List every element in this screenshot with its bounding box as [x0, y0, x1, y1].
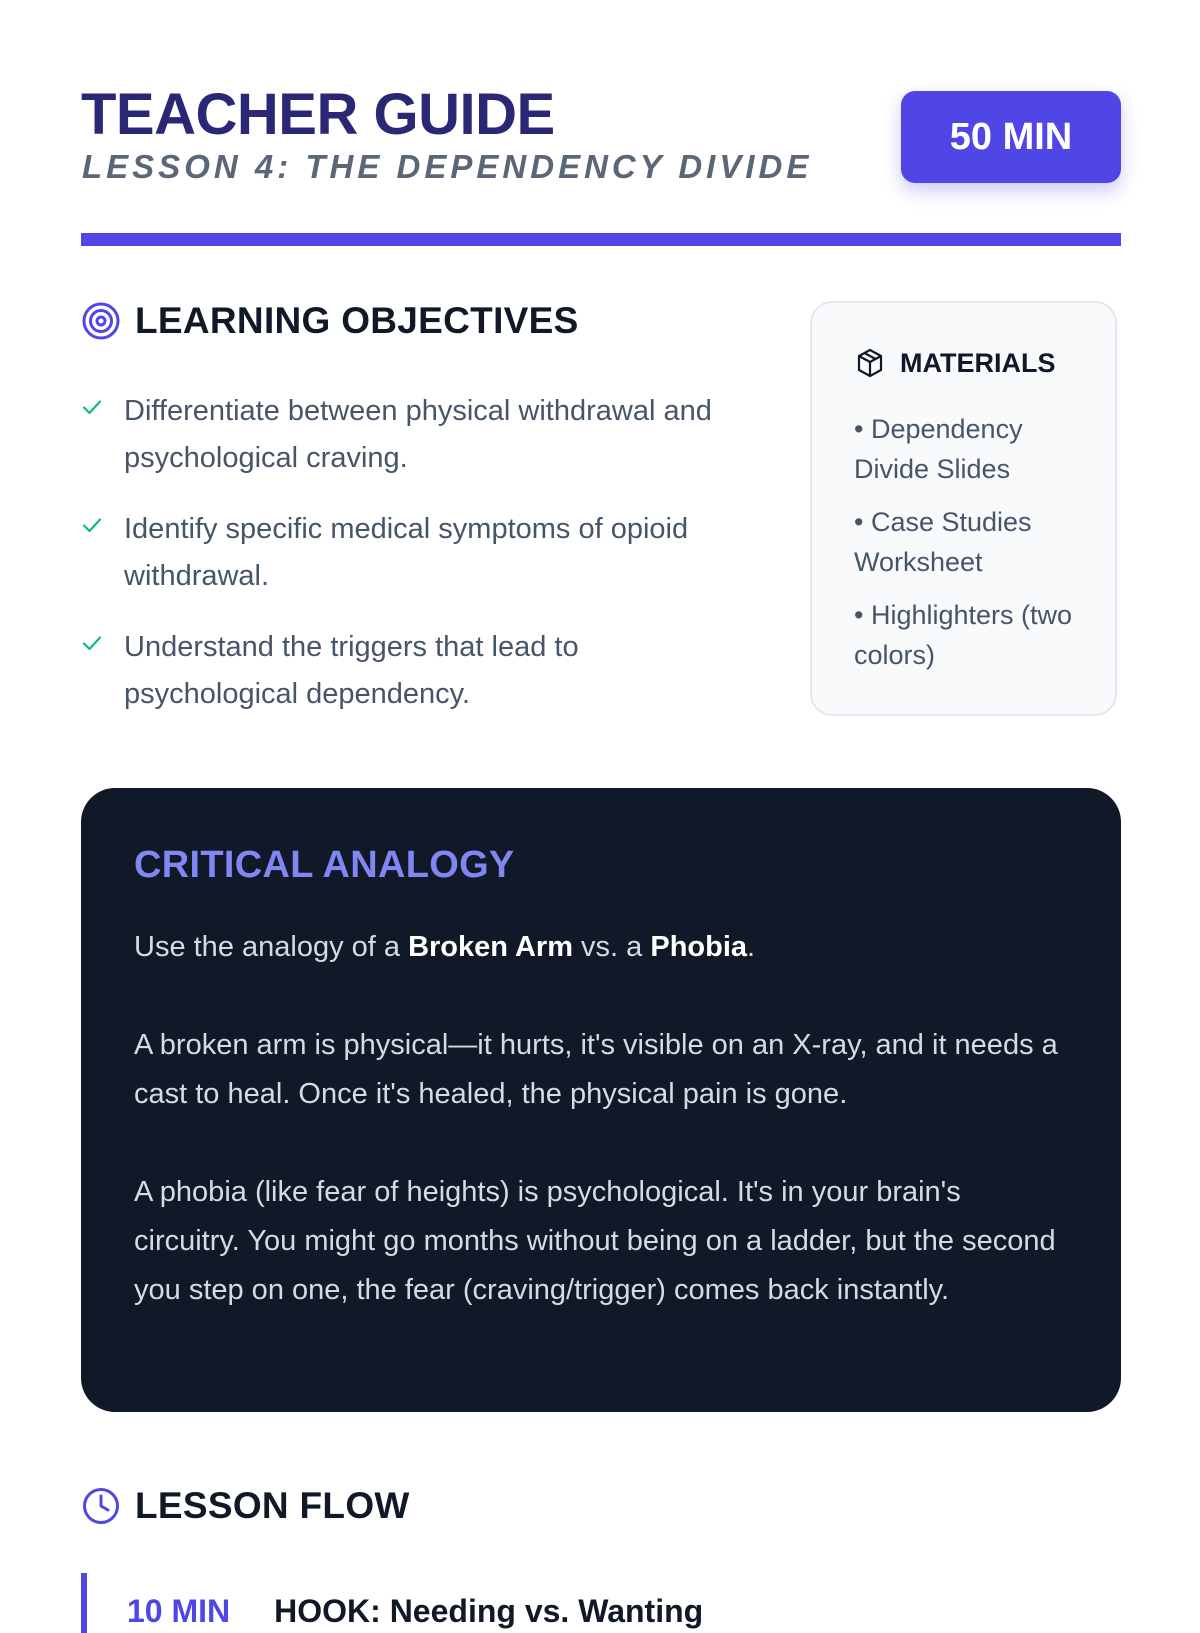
material-item: • Highlighters (two colors) [854, 600, 1073, 670]
objective-text: Understand the triggers that lead to psychological dependency. [124, 631, 579, 710]
lesson-flow-item [81, 1573, 1121, 1633]
box-icon [854, 347, 886, 379]
header-divider [81, 233, 1121, 246]
lesson-flow-title: LESSON FLOW [135, 1485, 410, 1526]
check-icon [81, 396, 103, 418]
material-item: • Case Studies Worksheet [854, 507, 1032, 577]
analogy-term-phobia: Phobia [650, 931, 748, 963]
critical-analogy-title: CRITICAL ANALOGY [134, 844, 515, 886]
flow-item-title: HOOK: Needing vs. Wanting [274, 1593, 704, 1629]
page-header [81, 80, 1121, 190]
check-icon [81, 632, 103, 654]
objective-item [81, 624, 741, 718]
flow-item-duration: 10 MIN [127, 1593, 231, 1629]
materials-list [854, 409, 1075, 675]
analogy-paragraph-psychological: A phobia (like fear of heights) is psychological. It's in your brain's circuitry. You might go months without being on a ladder, but the second you step on one, the fear (craving/trigger) comes back instantly. [134, 1176, 1056, 1306]
learning-objectives-heading [81, 300, 741, 342]
objective-item [81, 388, 741, 482]
analogy-intro-mid: vs. a [573, 931, 651, 963]
analogy-paragraph-physical: A broken arm is physical—it hurts, it's visible on an X-ray, and it needs a cast to heal. Once it's healed, the physical pain is gone. [134, 1029, 1058, 1110]
learning-objectives-section [81, 300, 741, 742]
critical-analogy-card [81, 788, 1121, 1412]
objective-item [81, 506, 741, 600]
materials-card [810, 301, 1117, 716]
lesson-subtitle: LESSON 4: THE DEPENDENCY DIVIDE [82, 148, 813, 185]
lesson-flow-section [81, 1485, 1121, 1629]
objective-text: Differentiate between physical withdrawal and psychological craving. [124, 395, 712, 474]
learning-objectives-title: LEARNING OBJECTIVES [135, 300, 579, 341]
target-icon [81, 301, 121, 341]
clock-icon [81, 1486, 121, 1526]
analogy-term-broken-arm: Broken Arm [408, 931, 573, 963]
analogy-intro-suffix: . [747, 931, 756, 963]
material-item: • Dependency Divide Slides [854, 414, 1023, 484]
check-icon [81, 514, 103, 536]
materials-title: MATERIALS [900, 347, 1056, 378]
objective-text: Identify specific medical symptoms of opioid withdrawal. [124, 513, 689, 592]
analogy-intro [134, 923, 1067, 972]
objectives-list [81, 388, 741, 718]
lesson-flow-heading [81, 1485, 1121, 1527]
materials-heading [854, 347, 1075, 379]
analogy-intro-prefix: Use the analogy of a [134, 931, 409, 963]
page-title: TEACHER GUIDE [81, 82, 555, 147]
duration-badge: 50 MIN [901, 91, 1121, 183]
